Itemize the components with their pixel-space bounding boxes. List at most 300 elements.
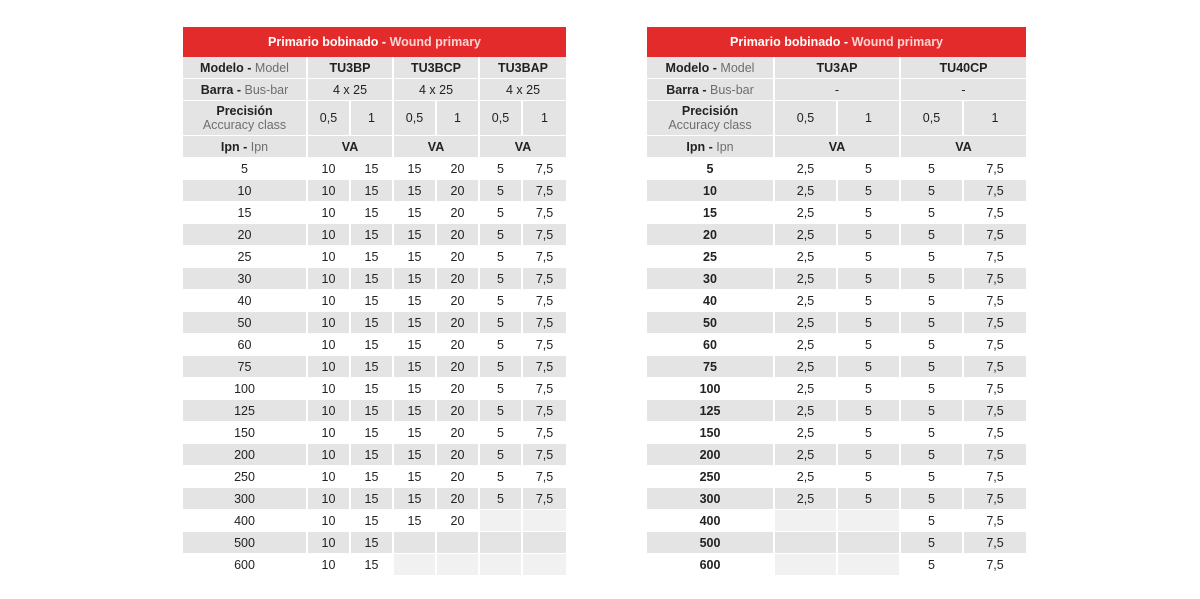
table-row bbox=[183, 488, 566, 510]
ipn-value: 20 bbox=[183, 224, 307, 246]
va-value: 5 bbox=[837, 400, 900, 422]
va-value: 7,5 bbox=[522, 378, 566, 400]
va-value: 7,5 bbox=[963, 488, 1026, 510]
va-value: 15 bbox=[393, 202, 436, 224]
va-value: 10 bbox=[307, 422, 350, 444]
va-value: 2,5 bbox=[774, 290, 837, 312]
va-unit: VA bbox=[307, 136, 393, 158]
ipn-value: 50 bbox=[183, 312, 307, 334]
va-value: 5 bbox=[900, 224, 963, 246]
table-title-row bbox=[647, 27, 1026, 57]
ipn-value: 150 bbox=[183, 422, 307, 444]
table-row bbox=[183, 334, 566, 356]
table-row bbox=[647, 224, 1026, 246]
table-row bbox=[183, 378, 566, 400]
table-title: Primario bobinado - Wound primary bbox=[183, 27, 566, 57]
va-value: 5 bbox=[900, 202, 963, 224]
va-value: 5 bbox=[837, 422, 900, 444]
ipn-value: 5 bbox=[647, 158, 774, 180]
table-row bbox=[183, 180, 566, 202]
model-name: TU40CP bbox=[900, 57, 1026, 79]
ipn-value: 250 bbox=[647, 466, 774, 488]
va-value: 15 bbox=[350, 356, 393, 378]
va-value: 10 bbox=[307, 290, 350, 312]
va-value bbox=[837, 510, 900, 532]
va-value: 10 bbox=[307, 466, 350, 488]
table-title: Primario bobinado - Wound primary bbox=[647, 27, 1026, 57]
table-row bbox=[647, 356, 1026, 378]
va-value: 7,5 bbox=[522, 180, 566, 202]
va-value bbox=[837, 554, 900, 576]
va-unit: VA bbox=[479, 136, 566, 158]
va-value: 7,5 bbox=[963, 290, 1026, 312]
ipn-value: 20 bbox=[647, 224, 774, 246]
va-value: 10 bbox=[307, 488, 350, 510]
busbar-value: 4 x 25 bbox=[393, 79, 479, 101]
ipn-value: 600 bbox=[647, 554, 774, 576]
va-value: 2,5 bbox=[774, 268, 837, 290]
accuracy-row bbox=[647, 101, 1026, 136]
va-value: 20 bbox=[436, 312, 479, 334]
model-name: TU3AP bbox=[774, 57, 900, 79]
va-value: 15 bbox=[393, 378, 436, 400]
va-value: 5 bbox=[837, 466, 900, 488]
va-value: 7,5 bbox=[963, 554, 1026, 576]
va-value: 7,5 bbox=[963, 224, 1026, 246]
va-value bbox=[522, 532, 566, 554]
va-value: 7,5 bbox=[963, 158, 1026, 180]
va-value: 5 bbox=[479, 466, 522, 488]
table-row bbox=[647, 246, 1026, 268]
va-value: 7,5 bbox=[963, 444, 1026, 466]
va-value: 7,5 bbox=[522, 444, 566, 466]
ipn-value: 100 bbox=[183, 378, 307, 400]
va-unit: VA bbox=[900, 136, 1026, 158]
va-value: 10 bbox=[307, 246, 350, 268]
va-value: 15 bbox=[350, 422, 393, 444]
table-row bbox=[183, 268, 566, 290]
va-value: 2,5 bbox=[774, 180, 837, 202]
va-value: 20 bbox=[436, 334, 479, 356]
va-value: 7,5 bbox=[963, 422, 1026, 444]
va-value: 7,5 bbox=[522, 400, 566, 422]
va-value: 7,5 bbox=[522, 202, 566, 224]
va-value: 20 bbox=[436, 290, 479, 312]
ipn-value: 300 bbox=[183, 488, 307, 510]
accuracy-value: 1 bbox=[436, 101, 479, 136]
table-row bbox=[647, 158, 1026, 180]
va-unit: VA bbox=[393, 136, 479, 158]
va-value: 5 bbox=[900, 400, 963, 422]
va-value: 5 bbox=[900, 378, 963, 400]
va-value: 20 bbox=[436, 224, 479, 246]
va-value bbox=[774, 554, 837, 576]
model-label: Modelo - Model bbox=[183, 57, 307, 79]
va-value: 15 bbox=[393, 158, 436, 180]
busbar-label: Barra - Bus-bar bbox=[647, 79, 774, 101]
va-value: 5 bbox=[479, 488, 522, 510]
va-value: 20 bbox=[436, 246, 479, 268]
va-value bbox=[774, 510, 837, 532]
va-value bbox=[479, 510, 522, 532]
va-value: 15 bbox=[350, 466, 393, 488]
accuracy-value: 1 bbox=[837, 101, 900, 136]
va-value: 20 bbox=[436, 378, 479, 400]
busbar-row bbox=[183, 79, 566, 101]
va-value: 7,5 bbox=[522, 312, 566, 334]
ipn-value: 200 bbox=[183, 444, 307, 466]
va-value: 20 bbox=[436, 268, 479, 290]
va-value: 5 bbox=[900, 532, 963, 554]
va-value: 2,5 bbox=[774, 400, 837, 422]
ipn-value: 25 bbox=[647, 246, 774, 268]
va-value: 5 bbox=[837, 224, 900, 246]
va-value: 7,5 bbox=[522, 268, 566, 290]
va-value: 20 bbox=[436, 158, 479, 180]
va-value: 5 bbox=[900, 488, 963, 510]
ipn-value: 100 bbox=[647, 378, 774, 400]
accuracy-label: Precisión Accuracy class bbox=[183, 101, 307, 136]
busbar-label: Barra - Bus-bar bbox=[183, 79, 307, 101]
va-value: 5 bbox=[479, 334, 522, 356]
table-row bbox=[647, 290, 1026, 312]
table-row bbox=[183, 246, 566, 268]
va-value: 5 bbox=[479, 356, 522, 378]
accuracy-label: Precisión Accuracy class bbox=[647, 101, 774, 136]
va-value: 15 bbox=[350, 334, 393, 356]
va-value bbox=[479, 554, 522, 576]
va-value: 10 bbox=[307, 444, 350, 466]
table-row bbox=[647, 488, 1026, 510]
va-value: 20 bbox=[436, 356, 479, 378]
table-body bbox=[183, 158, 566, 576]
accuracy-row bbox=[183, 101, 566, 136]
va-value: 20 bbox=[436, 510, 479, 532]
va-value: 15 bbox=[350, 224, 393, 246]
va-value: 2,5 bbox=[774, 444, 837, 466]
va-value: 15 bbox=[393, 246, 436, 268]
ipn-value: 75 bbox=[183, 356, 307, 378]
ipn-value: 125 bbox=[183, 400, 307, 422]
model-label: Modelo - Model bbox=[647, 57, 774, 79]
va-value: 20 bbox=[436, 202, 479, 224]
table-row bbox=[183, 400, 566, 422]
va-value: 5 bbox=[900, 334, 963, 356]
table-row bbox=[647, 466, 1026, 488]
busbar-value: - bbox=[900, 79, 1026, 101]
va-value: 10 bbox=[307, 554, 350, 576]
va-value: 2,5 bbox=[774, 356, 837, 378]
table-row bbox=[183, 312, 566, 334]
va-value: 10 bbox=[307, 356, 350, 378]
va-value: 15 bbox=[350, 246, 393, 268]
table-row bbox=[647, 532, 1026, 554]
va-value: 15 bbox=[393, 510, 436, 532]
va-value: 7,5 bbox=[522, 488, 566, 510]
va-value: 7,5 bbox=[963, 532, 1026, 554]
table-row bbox=[647, 268, 1026, 290]
va-value: 5 bbox=[479, 422, 522, 444]
va-value: 15 bbox=[350, 180, 393, 202]
va-value: 5 bbox=[837, 246, 900, 268]
va-value: 5 bbox=[479, 246, 522, 268]
va-value: 15 bbox=[350, 312, 393, 334]
va-value: 15 bbox=[350, 488, 393, 510]
va-value: 5 bbox=[900, 268, 963, 290]
va-value: 20 bbox=[436, 422, 479, 444]
va-value: 7,5 bbox=[522, 356, 566, 378]
va-value: 5 bbox=[837, 290, 900, 312]
table-row bbox=[183, 422, 566, 444]
ipn-value: 40 bbox=[647, 290, 774, 312]
accuracy-value: 0,5 bbox=[307, 101, 350, 136]
table-title-row bbox=[183, 27, 566, 57]
accuracy-value: 0,5 bbox=[900, 101, 963, 136]
va-value: 7,5 bbox=[522, 422, 566, 444]
ipn-value: 10 bbox=[183, 180, 307, 202]
va-value: 7,5 bbox=[963, 510, 1026, 532]
table-row bbox=[183, 444, 566, 466]
accuracy-value: 1 bbox=[522, 101, 566, 136]
va-value: 15 bbox=[350, 158, 393, 180]
va-value: 7,5 bbox=[963, 202, 1026, 224]
va-value: 5 bbox=[900, 554, 963, 576]
va-value: 5 bbox=[837, 356, 900, 378]
va-value: 5 bbox=[900, 466, 963, 488]
va-value: 5 bbox=[900, 290, 963, 312]
table-row bbox=[183, 202, 566, 224]
va-value: 15 bbox=[350, 202, 393, 224]
va-value bbox=[393, 532, 436, 554]
table-body bbox=[647, 158, 1026, 576]
va-value: 5 bbox=[900, 312, 963, 334]
va-value bbox=[774, 532, 837, 554]
model-name: TU3BCP bbox=[393, 57, 479, 79]
va-value: 5 bbox=[837, 312, 900, 334]
va-value: 10 bbox=[307, 180, 350, 202]
table-row bbox=[183, 510, 566, 532]
va-value: 2,5 bbox=[774, 224, 837, 246]
va-value: 5 bbox=[900, 180, 963, 202]
va-value: 5 bbox=[837, 158, 900, 180]
va-value: 20 bbox=[436, 180, 479, 202]
ipn-va-row bbox=[647, 136, 1026, 158]
ipn-value: 25 bbox=[183, 246, 307, 268]
ipn-value: 50 bbox=[647, 312, 774, 334]
va-value: 15 bbox=[393, 312, 436, 334]
va-value: 15 bbox=[393, 488, 436, 510]
va-value: 10 bbox=[307, 202, 350, 224]
va-value: 5 bbox=[837, 378, 900, 400]
table-row bbox=[647, 202, 1026, 224]
va-value: 2,5 bbox=[774, 334, 837, 356]
ipn-value: 30 bbox=[183, 268, 307, 290]
ipn-value: 10 bbox=[647, 180, 774, 202]
va-value: 5 bbox=[479, 290, 522, 312]
va-value: 15 bbox=[393, 444, 436, 466]
va-value: 5 bbox=[900, 246, 963, 268]
ipn-value: 5 bbox=[183, 158, 307, 180]
table-row bbox=[647, 400, 1026, 422]
busbar-value: 4 x 25 bbox=[479, 79, 566, 101]
va-value: 5 bbox=[837, 488, 900, 510]
va-value: 7,5 bbox=[963, 268, 1026, 290]
ipn-value: 75 bbox=[647, 356, 774, 378]
va-value: 10 bbox=[307, 510, 350, 532]
accuracy-value: 0,5 bbox=[774, 101, 837, 136]
va-value: 5 bbox=[900, 510, 963, 532]
ipn-value: 15 bbox=[183, 202, 307, 224]
va-value: 15 bbox=[393, 334, 436, 356]
ipn-value: 250 bbox=[183, 466, 307, 488]
va-value: 7,5 bbox=[522, 466, 566, 488]
table-row bbox=[183, 532, 566, 554]
va-value bbox=[436, 554, 479, 576]
va-value: 7,5 bbox=[522, 290, 566, 312]
accuracy-value: 1 bbox=[350, 101, 393, 136]
va-unit: VA bbox=[774, 136, 900, 158]
table-row bbox=[647, 510, 1026, 532]
va-value: 5 bbox=[837, 334, 900, 356]
model-name: TU3BAP bbox=[479, 57, 566, 79]
va-value: 2,5 bbox=[774, 202, 837, 224]
table-row bbox=[647, 334, 1026, 356]
va-value: 10 bbox=[307, 268, 350, 290]
ipn-value: 400 bbox=[647, 510, 774, 532]
ipn-value: 15 bbox=[647, 202, 774, 224]
model-row bbox=[183, 57, 566, 79]
va-value: 2,5 bbox=[774, 158, 837, 180]
ipn-value: 500 bbox=[647, 532, 774, 554]
va-value: 5 bbox=[900, 356, 963, 378]
table-row bbox=[647, 422, 1026, 444]
va-value: 10 bbox=[307, 532, 350, 554]
table-row bbox=[183, 554, 566, 576]
va-value: 15 bbox=[393, 422, 436, 444]
va-value: 10 bbox=[307, 400, 350, 422]
wound-primary-table-2 bbox=[647, 27, 1026, 576]
va-value: 7,5 bbox=[963, 180, 1026, 202]
va-value bbox=[479, 532, 522, 554]
va-value: 10 bbox=[307, 378, 350, 400]
va-value bbox=[522, 510, 566, 532]
va-value: 10 bbox=[307, 158, 350, 180]
va-value: 15 bbox=[393, 290, 436, 312]
va-value: 15 bbox=[350, 554, 393, 576]
ipn-label: Ipn - Ipn bbox=[647, 136, 774, 158]
va-value bbox=[522, 554, 566, 576]
table-row bbox=[647, 312, 1026, 334]
va-value: 15 bbox=[393, 466, 436, 488]
va-value: 5 bbox=[479, 378, 522, 400]
accuracy-value: 0,5 bbox=[393, 101, 436, 136]
va-value: 15 bbox=[350, 444, 393, 466]
va-value: 2,5 bbox=[774, 246, 837, 268]
busbar-row bbox=[647, 79, 1026, 101]
va-value: 7,5 bbox=[522, 158, 566, 180]
accuracy-value: 1 bbox=[963, 101, 1026, 136]
va-value: 15 bbox=[350, 268, 393, 290]
va-value: 5 bbox=[479, 202, 522, 224]
ipn-va-row bbox=[183, 136, 566, 158]
va-value: 7,5 bbox=[963, 400, 1026, 422]
va-value: 2,5 bbox=[774, 466, 837, 488]
va-value: 15 bbox=[393, 400, 436, 422]
va-value: 2,5 bbox=[774, 422, 837, 444]
va-value: 15 bbox=[350, 290, 393, 312]
va-value: 7,5 bbox=[963, 246, 1026, 268]
busbar-value: - bbox=[774, 79, 900, 101]
va-value: 5 bbox=[479, 224, 522, 246]
va-value: 5 bbox=[900, 422, 963, 444]
table-row bbox=[183, 290, 566, 312]
va-value: 7,5 bbox=[963, 466, 1026, 488]
va-value: 5 bbox=[837, 180, 900, 202]
ipn-value: 300 bbox=[647, 488, 774, 510]
ipn-value: 500 bbox=[183, 532, 307, 554]
va-value: 10 bbox=[307, 334, 350, 356]
va-value: 15 bbox=[350, 532, 393, 554]
table-row bbox=[647, 554, 1026, 576]
accuracy-value: 0,5 bbox=[479, 101, 522, 136]
va-value bbox=[837, 532, 900, 554]
busbar-value: 4 x 25 bbox=[307, 79, 393, 101]
va-value: 5 bbox=[837, 268, 900, 290]
va-value: 15 bbox=[393, 180, 436, 202]
va-value: 20 bbox=[436, 444, 479, 466]
va-value: 15 bbox=[350, 378, 393, 400]
ipn-value: 200 bbox=[647, 444, 774, 466]
va-value: 20 bbox=[436, 400, 479, 422]
va-value: 20 bbox=[436, 466, 479, 488]
va-value: 5 bbox=[479, 268, 522, 290]
table-row bbox=[647, 180, 1026, 202]
table-row bbox=[183, 158, 566, 180]
va-value: 20 bbox=[436, 488, 479, 510]
wound-primary-table-1 bbox=[183, 27, 566, 576]
va-value: 7,5 bbox=[963, 334, 1026, 356]
va-value: 10 bbox=[307, 224, 350, 246]
va-value: 5 bbox=[900, 444, 963, 466]
va-value: 5 bbox=[479, 180, 522, 202]
model-row bbox=[647, 57, 1026, 79]
va-value: 2,5 bbox=[774, 488, 837, 510]
va-value: 2,5 bbox=[774, 312, 837, 334]
va-value: 7,5 bbox=[522, 246, 566, 268]
ipn-value: 60 bbox=[647, 334, 774, 356]
ipn-value: 400 bbox=[183, 510, 307, 532]
va-value: 15 bbox=[350, 400, 393, 422]
va-value: 2,5 bbox=[774, 378, 837, 400]
va-value: 7,5 bbox=[963, 378, 1026, 400]
va-value bbox=[393, 554, 436, 576]
ipn-value: 60 bbox=[183, 334, 307, 356]
ipn-value: 40 bbox=[183, 290, 307, 312]
va-value: 5 bbox=[900, 158, 963, 180]
va-value bbox=[436, 532, 479, 554]
table-row bbox=[183, 466, 566, 488]
va-value: 15 bbox=[393, 224, 436, 246]
ipn-value: 600 bbox=[183, 554, 307, 576]
va-value: 15 bbox=[393, 268, 436, 290]
ipn-value: 125 bbox=[647, 400, 774, 422]
va-value: 5 bbox=[479, 400, 522, 422]
va-value: 10 bbox=[307, 312, 350, 334]
va-value: 5 bbox=[837, 202, 900, 224]
table-row bbox=[183, 356, 566, 378]
ipn-label: Ipn - Ipn bbox=[183, 136, 307, 158]
va-value: 5 bbox=[837, 444, 900, 466]
